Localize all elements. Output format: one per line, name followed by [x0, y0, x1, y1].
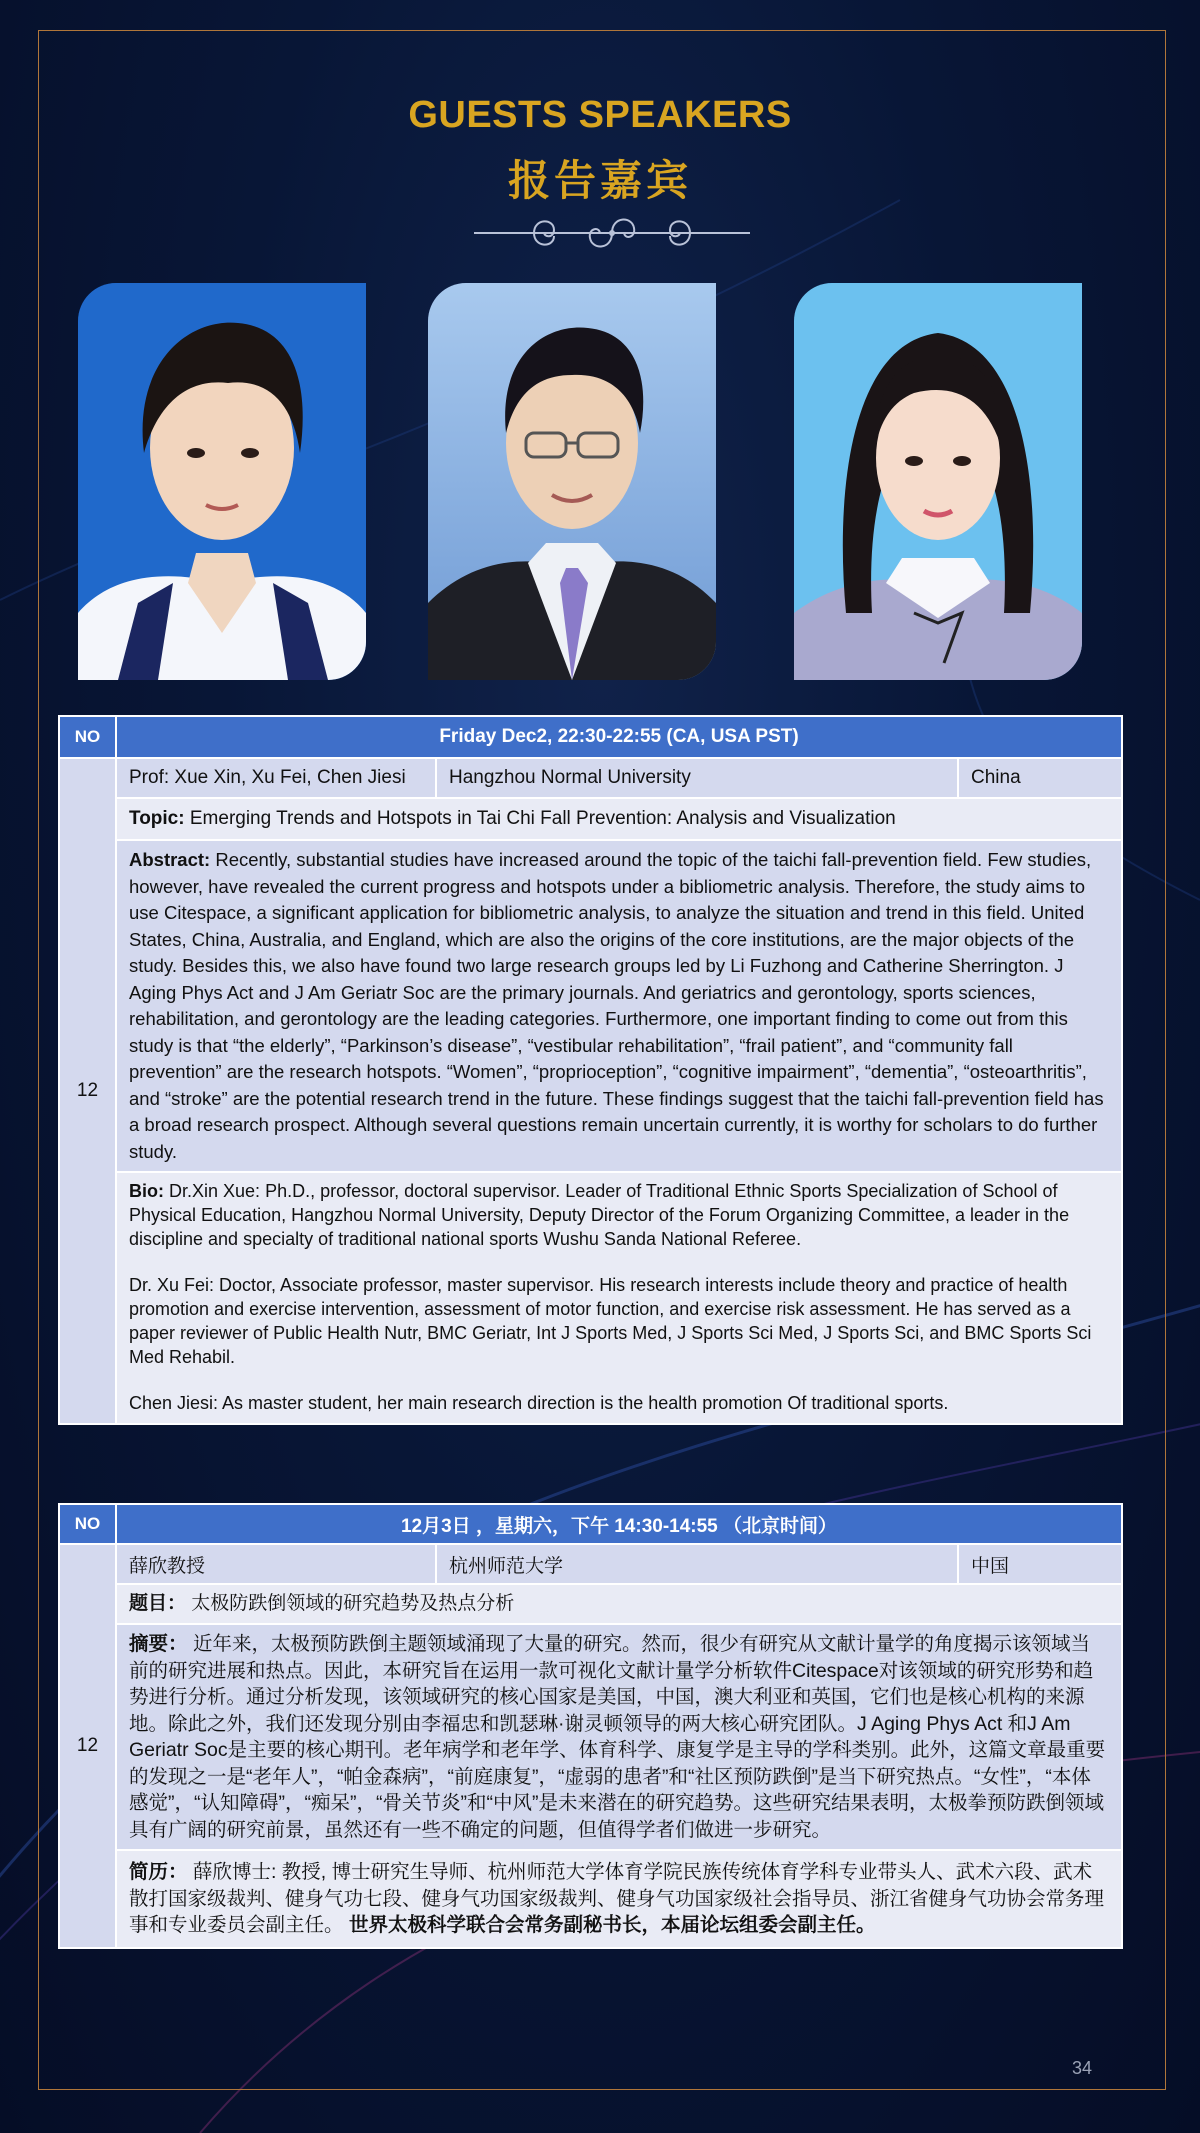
speaker-institution: Hangzhou Normal University: [436, 758, 958, 798]
topic-row: [116, 798, 1122, 840]
title-ornament-divider: [474, 210, 750, 256]
speaker-country-cn: 中国: [958, 1544, 1122, 1584]
speaker-names-cn: 薛欣教授: [116, 1544, 436, 1584]
page-number: 34: [1072, 2058, 1093, 2078]
abstract-text: Recently, substantial studies have increased around the topic of the taichi fall-prevention field. Few studies, however, have revealed the current progress and hotspots under a bibliometric analysis. Therefore, the study aims to use Citespace, a significant application for bibliometric analysis, to analyze the situation and trend in this field. United States, China, Australia, and England, which are also the origins of the core institutions, are the major objects of the study. Besides this, we also have found two large research groups led by Li Fuzhong and Catherine Sherrington. J Aging Phys Act and J Am Geriatr Soc are the primary journals. And geriatrics and gerontology, sports sciences, rehabilitation, and gerontology are the leading categories. Furthermore, one important finding to come out from this study is that “the elderly”, “Parkinson’s disease”, “vestibular rehabilitation”, “frail patient”, and “community fall prevention” are the research hotspots. “Women”, “proprioception”, “cognitive impairment”, “dementia”, “osteoarthritis”, and “stroke” are the potential research trend in the future. These findings suggest that the taichi fall-prevention field has a broad research prospect. Although several questions remain uncertain currently, it is worthy for scholars to do further study.: [129, 849, 1104, 1162]
session-table-cn: [58, 1503, 1123, 1949]
speaker-country: China: [958, 758, 1122, 798]
session-number: 12: [59, 758, 116, 1424]
speaker-names: Prof: Xue Xin, Xu Fei, Chen Jiesi: [116, 758, 436, 798]
speaker-photo-xue-xin: [78, 283, 366, 680]
topic-row-cn: [116, 1584, 1122, 1624]
no-column-header-cn: NO: [59, 1504, 116, 1544]
bio-text-chen-jiesi: Chen Jiesi: As master student, her main research direction is the health promotion Of traditional sports.: [129, 1393, 949, 1413]
page-title-en: GUESTS SPEAKERS: [408, 94, 792, 136]
abstract-text-cn: 近年来，太极预防跌倒主题领域涌现了大量的研究。然而，很少有研究从文献计量学的角度揭示该领域当前的研究进展和热点。因此，本研究旨在运用一款可视化文献计量学分析软件Citespace对该领域的研究形势和趋势进行分析。通过分析发现，该领域研究的核心国家是美国，中国，澳大利亚和英国，它们也是核心机构的来源地。除此之外，我们还发现分别由李福忠和凯瑟琳·谢灵顿领导的两大核心研究团队。J Aging Phys Act 和J Am Geriatr Soc是主要的核心期刊。老年病学和老年学、体育科学、康复学是主导的学科类别。此外，这篇文章最重要的发现之一是“老年人”，“帕金森病”，“前庭康复”，“虚弱的患者”和“社区预防跌倒”是当下研究热点。“女性”，“本体感觉”，“认知障碍”，“痴呆”，“骨关节炎”和“中风”是未来潜在的研究趋势。这些研究结果表明，太极拳预防跌倒领域具有广阔的研究前景，虽然还有一些不确定的问题，但值得学者们做进一步研究。: [129, 1633, 1106, 1841]
session-datetime-cn: 12月3日 ，星期六，下午 14:30-14:55 （北京时间）: [116, 1504, 1122, 1544]
session-table-en: [58, 715, 1123, 1425]
bio-text-cn-highlight: 世界太极科学联合会常务副秘书长，本届论坛组委会副主任。: [348, 1914, 876, 1936]
abstract-label: Abstract:: [129, 849, 211, 870]
session-number-cn: 12: [59, 1544, 116, 1948]
speaker-institution-cn: 杭州师范大学: [436, 1544, 958, 1584]
page-title-cn: 报告嘉宾: [507, 157, 692, 204]
session-datetime: Friday Dec2, 22:30-22:55 (CA, USA PST): [116, 716, 1122, 758]
bio-label: Bio:: [129, 1181, 164, 1201]
speaker-photo-chen-jiesi: [794, 283, 1082, 680]
bio-text-xue-xin: Dr.Xin Xue: Ph.D., professor, doctoral supervisor. Leader of Traditional Ethnic Sports Specialization of School of Physical Education, Hangzhou Normal University, Deputy Director of the Forum Organizing Committee, a leader in the discipline and specialty of traditional national sports Wushu Sanda National Referee.: [129, 1181, 1070, 1249]
bio-label-cn: 简历：: [129, 1861, 188, 1883]
topic-text-cn: 太极防跌倒领域的研究趋势及热点分析: [191, 1592, 515, 1614]
speaker-photo-xu-fei: [428, 283, 716, 680]
abstract-label-cn: 摘要：: [129, 1633, 188, 1655]
bio-text-cn: 薛欣博士: 教授, 博士研究生导师、杭州师范大学体育学院民族传统体育学科专业带头人、武术六段、武术散打国家级裁判、健身气功七段、健身气功国家级裁判、健身气功国家级社会指导员、浙江省健身气功协会常务理事和专业委员会副主任。: [129, 1861, 1105, 1936]
bio-text-xu-fei: Dr. Xu Fei: Doctor, Associate professor, master supervisor. His research interests include theory and practice of health promotion and exercise intervention, assessment of motor function, and exercise risk assessment. He has served as a paper reviewer of Public Health Nutr, BMC Geriatr, Int J Sports Med, J Sports Sci Med, J Sports Sci, and BMC Sports Sci Med Rehabil.: [129, 1275, 1092, 1367]
bio-row-cn: [116, 1850, 1122, 1948]
topic-label: Topic:: [129, 807, 185, 829]
topic-text: Emerging Trends and Hotspots in Tai Chi Fall Prevention: Analysis and Visualization: [189, 807, 896, 829]
topic-label-cn: 题目：: [129, 1592, 187, 1614]
abstract-row: [116, 840, 1122, 1172]
no-column-header: NO: [59, 716, 116, 758]
abstract-row-cn: [116, 1624, 1122, 1850]
bio-row: [116, 1172, 1122, 1424]
